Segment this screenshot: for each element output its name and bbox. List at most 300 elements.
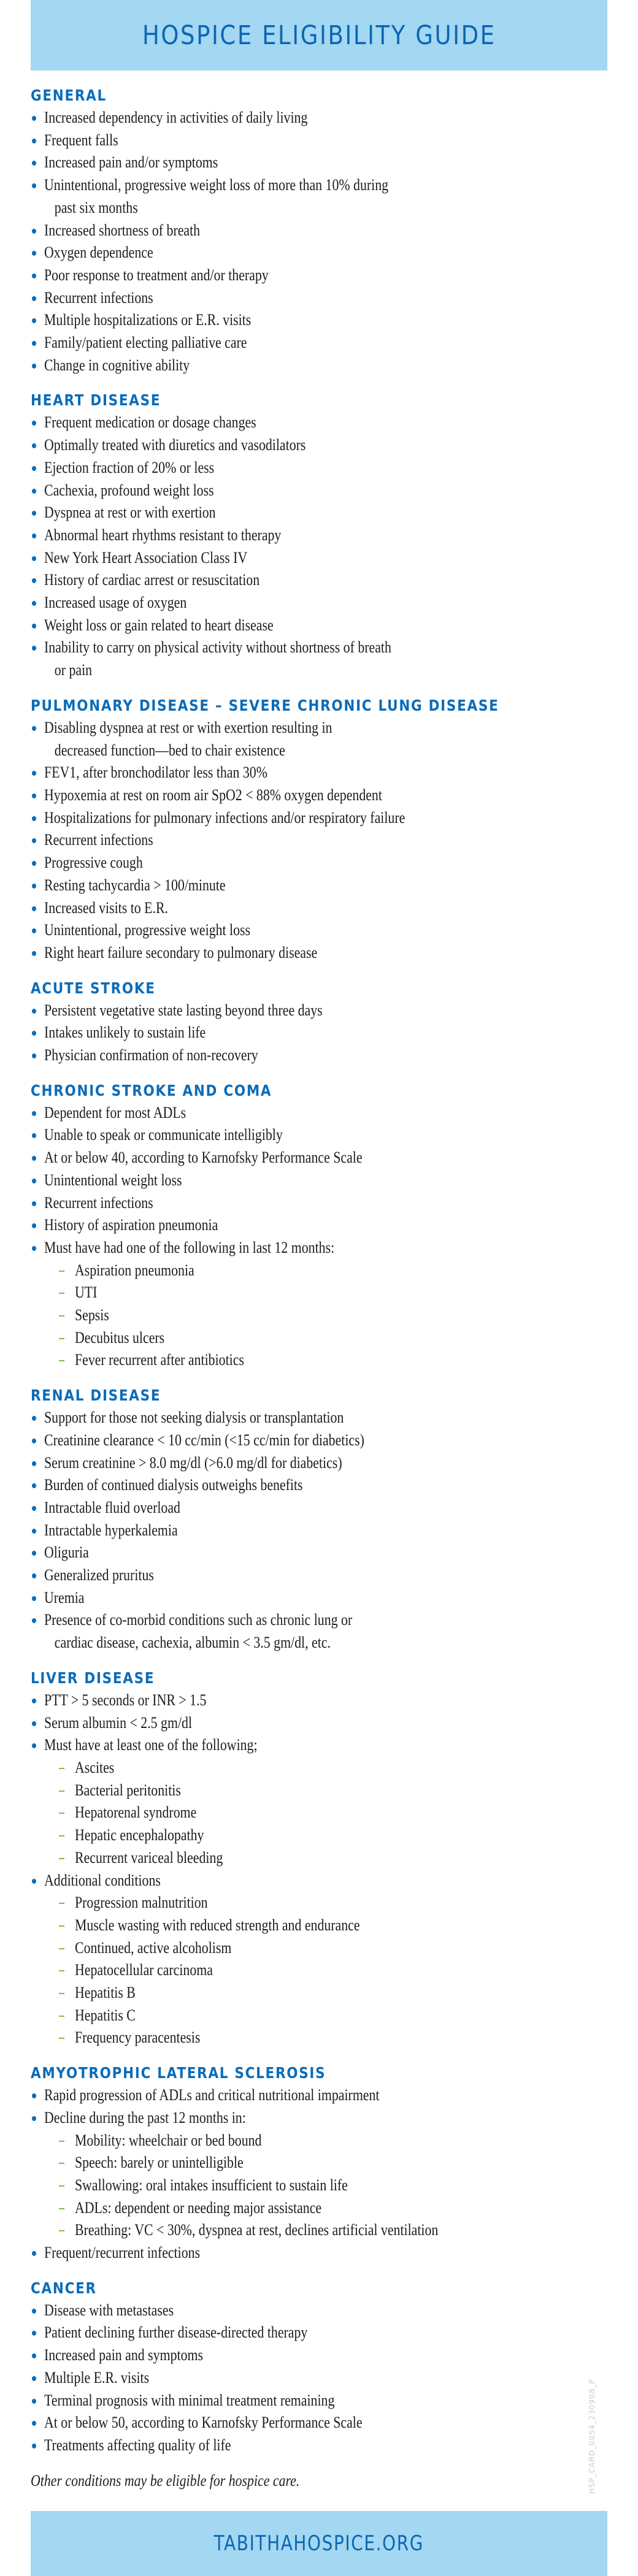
sub-list-item	[31, 1304, 607, 1327]
section-renal-disease	[31, 1385, 607, 1654]
sub-list-item-text: Ascites	[75, 1759, 115, 1776]
list-item-text: Rapid progression of ADLs and critical nutritional impairment	[44, 2086, 380, 2104]
bullet-icon	[32, 489, 36, 494]
dash-icon	[59, 1925, 64, 1927]
list-item-text: Frequent falls	[44, 131, 118, 149]
sub-list-item	[31, 1802, 607, 1824]
list-item-text: Support for those not seeking dialysis or transplantation	[44, 1408, 344, 1427]
sub-list-item	[31, 2152, 607, 2174]
section-pulmonary-disease-severe-chronic-lung-disease	[31, 695, 607, 965]
bullet-icon	[32, 251, 36, 256]
list-item-text: Uremia	[44, 1588, 85, 1607]
list-item-text: Increased shortness of breath	[44, 221, 201, 239]
list-item-text: Additional conditions	[44, 1871, 161, 1889]
list-item	[31, 2322, 607, 2344]
sub-list-item	[31, 1914, 607, 1937]
sub-list-item	[31, 2197, 607, 2220]
list-item	[31, 264, 607, 287]
bullet-icon	[32, 1551, 36, 1556]
sub-list-item	[31, 2005, 607, 2027]
list-item-text: Recurrent infections	[44, 288, 153, 307]
list-item	[31, 1237, 607, 1259]
list-item	[31, 1022, 607, 1044]
list-item-text: History of cardiac arrest or resuscitation	[44, 571, 260, 589]
list-item	[31, 1734, 607, 1757]
sub-list-item	[31, 1847, 607, 1870]
list-item	[31, 1214, 607, 1237]
list-item	[31, 897, 607, 920]
sub-list-item	[31, 1959, 607, 1982]
list-item-text: Multiple hospitalizations or E.R. visits	[44, 311, 252, 329]
list-item-text: Optimally treated with diuretics and vasodilators	[44, 436, 306, 454]
bullet-icon	[32, 1596, 36, 1601]
list-item	[31, 1609, 607, 1654]
sub-list-item	[31, 2174, 607, 2197]
sub-list-item-text: Hepatocellular carcinoma	[75, 1961, 213, 1979]
list-item	[31, 1689, 607, 1712]
sub-list-item-text: Aspiration pneumonia	[75, 1261, 194, 1279]
list-item	[31, 1519, 607, 1542]
list-item-text: Increased dependency in activities of daily living	[44, 109, 308, 126]
criteria-list	[31, 717, 607, 965]
list-item	[31, 129, 607, 152]
bullet-icon	[32, 578, 36, 583]
list-item	[31, 547, 607, 570]
bullet-icon	[32, 229, 36, 234]
criteria-list	[31, 411, 607, 681]
list-item-text: Increased visits to E.R.	[44, 898, 168, 917]
criteria-list	[31, 999, 607, 1067]
sub-list-item-text: Mobility: wheelchair or bed bound	[75, 2131, 262, 2149]
bullet-icon	[32, 1483, 36, 1488]
bullet-icon	[32, 2116, 36, 2121]
list-item	[31, 1044, 607, 1067]
sub-list-item-text: Continued, active alcoholism	[75, 1938, 232, 1957]
list-item	[31, 1147, 607, 1169]
list-item	[31, 242, 607, 264]
list-item-text: FEV1, after bronchodilator less than 30%	[44, 763, 267, 782]
list-item	[31, 1542, 607, 1564]
sub-list-item	[31, 2219, 607, 2242]
bullet-icon	[32, 726, 36, 731]
list-item	[31, 2107, 607, 2130]
section-heading: PULMONARY DISEASE – SEVERE CHRONIC LUNG DISEASE	[31, 696, 499, 714]
list-item-text: Terminal prognosis with minimal treatment remaining	[44, 2391, 335, 2409]
bullet-icon	[32, 1618, 36, 1623]
list-item	[31, 829, 607, 852]
list-item-text: Intakes unlikely to sustain life	[44, 1023, 206, 1042]
dash-icon	[59, 1993, 64, 1994]
bullet-icon	[32, 906, 36, 911]
dash-icon	[59, 1338, 64, 1339]
bullet-icon	[32, 1573, 36, 1578]
list-item-text: Increased pain and symptoms	[44, 2346, 203, 2364]
section-liver-disease	[31, 1667, 607, 2049]
sub-list-item-text: Swallowing: oral intakes insufficient to sustain life	[75, 2176, 348, 2194]
dash-icon	[59, 1970, 64, 1971]
bullet-icon	[32, 116, 36, 121]
bullet-icon	[32, 139, 36, 143]
bullet-icon	[32, 951, 36, 956]
list-item-text: Cachexia, profound weight loss	[44, 481, 214, 499]
list-item	[31, 1497, 607, 1519]
sub-list-item-text: Breathing: VC < 30%, dyspnea at rest, declines artificial ventilation	[75, 2221, 439, 2239]
list-item	[31, 1169, 607, 1192]
list-item-continuation: past six months	[54, 198, 138, 216]
list-item	[31, 457, 607, 480]
bullet-icon	[32, 1416, 36, 1421]
bullet-icon	[32, 296, 36, 301]
list-item-text: Generalized pruritus	[44, 1566, 154, 1584]
list-item-text: Must have had one of the following in last 12 months:	[44, 1238, 335, 1256]
bullet-icon	[32, 1439, 36, 1443]
dash-icon	[59, 1835, 64, 1836]
list-item-text: At or below 40, according to Karnofsky Performance Scale	[44, 1148, 363, 1167]
bullet-icon	[32, 1053, 36, 1058]
list-item	[31, 2390, 607, 2412]
bullet-icon	[32, 1133, 36, 1138]
bullet-icon	[32, 1179, 36, 1183]
list-item-text: Presence of co-morbid conditions such as chronic lung or	[44, 1611, 353, 1629]
sub-list-item-text: UTI	[75, 1283, 98, 1302]
list-item-text: Serum creatinine > 8.0 mg/dl (>6.0 mg/dl for diabetics)	[44, 1453, 342, 1472]
sub-list-item-text: Progression malnutrition	[75, 1894, 208, 1912]
list-item-text: Recurrent infections	[44, 1193, 153, 1212]
sub-list-item	[31, 2130, 607, 2152]
sub-list-item	[31, 2027, 607, 2049]
list-item	[31, 762, 607, 784]
bullet-icon	[32, 1031, 36, 1036]
criteria-list	[31, 1407, 607, 1654]
criteria-list	[31, 1102, 607, 1372]
bullet-icon	[32, 2093, 36, 2098]
list-item	[31, 569, 607, 592]
list-item-text: Inability to carry on physical activity without shortness of breath	[44, 638, 391, 657]
list-item-text: PTT > 5 seconds or INR > 1.5	[44, 1691, 207, 1709]
sub-list-item-text: Hepatic encephalopathy	[75, 1826, 204, 1844]
sub-list-item	[31, 1892, 607, 1914]
list-item-text: Change in cognitive ability	[44, 356, 190, 374]
list-item-text: Unintentional weight loss	[44, 1171, 182, 1189]
list-item-text: Progressive cough	[44, 854, 143, 872]
sub-list-item	[31, 1327, 607, 1350]
list-item-text: Intractable fluid overload	[44, 1498, 180, 1516]
list-item	[31, 2434, 607, 2457]
bullet-icon	[32, 364, 36, 369]
bullet-icon	[32, 533, 36, 538]
section-general	[31, 85, 607, 376]
bullet-icon	[32, 861, 36, 866]
bullet-icon	[32, 2251, 36, 2256]
bullet-icon	[32, 421, 36, 426]
list-item	[31, 1407, 607, 1429]
list-item	[31, 1429, 607, 1452]
list-item	[31, 411, 607, 434]
list-item	[31, 354, 607, 377]
list-item-text: Dependent for most ADLs	[44, 1103, 186, 1122]
bullet-icon	[32, 443, 36, 448]
sub-list-item	[31, 1982, 607, 2005]
sub-list-item-text: Fever recurrent after antibiotics	[75, 1351, 244, 1369]
bullet-icon	[32, 1506, 36, 1511]
section-heading: AMYOTROPHIC LATERAL SCLEROSIS	[31, 2064, 326, 2082]
dash-icon	[59, 2038, 64, 2039]
dash-icon	[59, 1768, 64, 1769]
list-item-text: Intractable hyperkalemia	[44, 1521, 178, 1539]
bullet-icon	[32, 1461, 36, 1466]
list-item-text: Disabling dyspnea at rest or with exertion resulting in	[44, 718, 332, 736]
section-acute-stroke	[31, 977, 607, 1067]
list-item	[31, 309, 607, 332]
bullet-icon	[32, 1529, 36, 1534]
list-item	[31, 1587, 607, 1610]
footer-band	[31, 2511, 607, 2576]
bullet-icon	[32, 273, 36, 278]
bullet-icon	[32, 2353, 36, 2358]
list-item	[31, 592, 607, 614]
bullet-icon	[32, 511, 36, 516]
list-item-text: Unintentional, progressive weight loss	[44, 921, 251, 939]
guide-content	[31, 85, 607, 2492]
sub-list-item-text: Bacterial peritonitis	[75, 1781, 181, 1799]
section-heart-disease	[31, 389, 607, 681]
dash-icon	[59, 1315, 64, 1317]
sub-list-item	[31, 1824, 607, 1847]
list-item-text: Frequent/recurrent infections	[44, 2244, 201, 2262]
bullet-icon	[32, 928, 36, 933]
list-item-text: Disease with metastases	[44, 2301, 174, 2319]
sub-list-item	[31, 1282, 607, 1304]
bullet-icon	[32, 884, 36, 889]
bullet-icon	[32, 1699, 36, 1703]
eligibility-note: Other conditions may be eligible for hospice care.	[31, 2471, 300, 2490]
website-link[interactable]: TABITHAHOSPICE.ORG	[213, 2531, 425, 2556]
list-item-text: Ejection fraction of 20% or less	[44, 458, 215, 476]
list-item	[31, 1870, 607, 1892]
section-cancer	[31, 2277, 607, 2457]
bullet-icon	[32, 838, 36, 843]
list-item	[31, 434, 607, 457]
section-heading: RENAL DISEASE	[31, 1386, 161, 1405]
list-item	[31, 151, 607, 174]
list-item	[31, 919, 607, 942]
list-item-text: Increased pain and/or symptoms	[44, 153, 218, 172]
bullet-icon	[32, 646, 36, 651]
list-item	[31, 287, 607, 310]
list-item-continuation: or pain	[54, 661, 93, 679]
section-heading: LIVER DISEASE	[31, 1668, 155, 1687]
dash-icon	[59, 1948, 64, 1949]
list-item-text: Right heart failure secondary to pulmonary disease	[44, 943, 318, 961]
list-item-text: Recurrent infections	[44, 831, 153, 849]
bullet-icon	[32, 624, 36, 629]
sub-list-item-text: Speech: barely or unintelligible	[75, 2154, 244, 2172]
sub-list-item-text: Hepatorenal syndrome	[75, 1803, 197, 1822]
section-chronic-stroke-and-coma	[31, 1080, 607, 1372]
list-item-text: Patient declining further disease-directed therapy	[44, 2323, 308, 2342]
section-heading: GENERAL	[31, 86, 107, 104]
sub-list-item-text: Hepatitis B	[75, 1984, 136, 2002]
list-item-text: New York Heart Association Class IV	[44, 548, 248, 567]
bullet-icon	[32, 793, 36, 798]
criteria-list	[31, 107, 607, 376]
bullet-icon	[32, 1111, 36, 1116]
list-item-text: Must have at least one of the following;	[44, 1736, 258, 1754]
list-item-text: Hypoxemia at rest on room air SpO2 < 88% oxygen dependent	[44, 785, 382, 804]
list-item	[31, 2242, 607, 2265]
section-heading: ACUTE STROKE	[31, 979, 156, 997]
bullet-icon	[32, 1009, 36, 1014]
sub-list-item-text: ADLs: dependent or needing major assistance	[75, 2198, 322, 2217]
bullet-icon	[32, 1721, 36, 1726]
dash-icon	[59, 1293, 64, 1294]
list-item	[31, 480, 607, 502]
list-item-text: Hospitalizations for pulmonary infections and/or respiratory failure	[44, 808, 405, 827]
sub-list-item-text: Muscle wasting with reduced strength and endurance	[75, 1916, 360, 1934]
bullet-icon	[32, 1201, 36, 1206]
list-item-text: Dyspnea at rest or with exertion	[44, 503, 216, 522]
dash-icon	[59, 2185, 64, 2187]
bullet-icon	[32, 816, 36, 821]
list-item	[31, 2084, 607, 2107]
list-item	[31, 999, 607, 1022]
sub-list-item	[31, 1937, 607, 1960]
dash-icon	[59, 1791, 64, 1792]
list-item	[31, 784, 607, 807]
criteria-list	[31, 1689, 607, 2049]
list-item-text: Oliguria	[44, 1543, 89, 1562]
list-item	[31, 717, 607, 762]
bullet-icon	[32, 2421, 36, 2426]
list-item	[31, 107, 607, 129]
sub-list-item	[31, 1779, 607, 1802]
dash-icon	[59, 2141, 64, 2142]
list-item-text: Treatments affecting quality of life	[44, 2436, 231, 2454]
dash-icon	[59, 1903, 64, 1904]
list-item-text: Weight loss or gain related to heart disease	[44, 616, 274, 634]
list-item-text: At or below 50, according to Karnofsky Performance Scale	[44, 2414, 363, 2432]
list-item	[31, 874, 607, 897]
list-item-continuation: cardiac disease, cachexia, albumin < 3.5 gm/dl, etc.	[54, 1634, 331, 1652]
bullet-icon	[32, 2331, 36, 2336]
bullet-icon	[32, 771, 36, 776]
list-item	[31, 852, 607, 874]
list-item	[31, 1192, 607, 1215]
list-item	[31, 807, 607, 830]
list-item-continuation: decreased function—bed to chair existence	[54, 741, 285, 759]
criteria-list	[31, 2299, 607, 2457]
bullet-icon	[32, 161, 36, 166]
section-heading: CHRONIC STROKE AND COMA	[31, 1081, 272, 1099]
bullet-icon	[32, 2376, 36, 2381]
list-item	[31, 636, 607, 681]
list-item-text: Oxygen dependence	[44, 243, 153, 262]
bullet-icon	[32, 2444, 36, 2448]
list-item-text: Resting tachycardia > 100/minute	[44, 876, 226, 894]
list-item	[31, 1564, 607, 1587]
list-item-text: Burden of continued dialysis outweighs benefits	[44, 1476, 303, 1494]
dash-icon	[59, 1813, 64, 1814]
list-item	[31, 2299, 607, 2322]
bullet-icon	[32, 1246, 36, 1251]
sub-list-item-text: Hepatitis C	[75, 2006, 136, 2024]
list-item	[31, 502, 607, 524]
list-item-text: Persistent vegetative state lasting beyond three days	[44, 1001, 323, 1019]
list-item-text: Family/patient electing palliative care	[44, 334, 247, 352]
list-item	[31, 524, 607, 547]
list-item-text: Unintentional, progressive weight loss of more than 10% during	[44, 176, 389, 194]
list-item	[31, 942, 607, 965]
dash-icon	[59, 2163, 64, 2164]
list-item	[31, 174, 607, 219]
dash-icon	[59, 2230, 64, 2231]
bullet-icon	[32, 466, 36, 471]
bullet-icon	[32, 341, 36, 346]
list-item-text: Abnormal heart rhythms resistant to therapy	[44, 526, 282, 544]
sub-list-item-text: Decubitus ulcers	[75, 1328, 165, 1347]
list-item	[31, 2412, 607, 2434]
sub-list-item	[31, 1349, 607, 1372]
list-item	[31, 332, 607, 354]
list-item-text: Frequent medication or dosage changes	[44, 413, 256, 432]
list-item-text: Unable to speak or communicate intelligibly	[44, 1126, 283, 1144]
sub-list-item	[31, 1757, 607, 1779]
sub-list-item	[31, 1259, 607, 1282]
list-item-text: Increased usage of oxygen	[44, 594, 187, 612]
bullet-icon	[32, 556, 36, 561]
bullet-icon	[32, 2309, 36, 2314]
list-item	[31, 2344, 607, 2367]
dash-icon	[59, 2208, 64, 2209]
dash-icon	[59, 1271, 64, 1272]
bullet-icon	[32, 1743, 36, 1748]
list-item	[31, 1102, 607, 1125]
list-item	[31, 1452, 607, 1475]
bullet-icon	[32, 183, 36, 188]
list-item	[31, 2367, 607, 2390]
list-item-text: Creatinine clearance < 10 cc/min (<15 cc/min for diabetics)	[44, 1431, 364, 1449]
list-item	[31, 1474, 607, 1497]
sub-list-item-text: Sepsis	[75, 1306, 109, 1324]
list-item-text: Poor response to treatment and/or therapy	[44, 266, 269, 284]
bullet-icon	[32, 1223, 36, 1228]
list-item	[31, 220, 607, 242]
document-code: HSP_CARD_0054_230908_P	[588, 2379, 596, 2494]
section-heading: HEART DISEASE	[31, 391, 161, 410]
list-item-text: History of aspiration pneumonia	[44, 1216, 218, 1234]
bullet-icon	[32, 318, 36, 323]
criteria-list	[31, 2084, 607, 2265]
list-item-text: Decline during the past 12 months in:	[44, 2108, 246, 2127]
list-item-text: Serum albumin < 2.5 gm/dl	[44, 1713, 193, 1732]
list-item	[31, 614, 607, 637]
dash-icon	[59, 1360, 64, 1361]
list-item	[31, 1712, 607, 1735]
dash-icon	[59, 1858, 64, 1859]
header-band	[31, 0, 607, 71]
bullet-icon	[32, 2399, 36, 2404]
list-item-text: Physician confirmation of non-recovery	[44, 1046, 258, 1064]
sub-list-item-text: Recurrent variceal bleeding	[75, 1848, 223, 1867]
section-heading: CANCER	[31, 2279, 97, 2297]
bullet-icon	[32, 1156, 36, 1161]
sub-list-item-text: Frequency paracentesis	[75, 2028, 201, 2047]
list-item	[31, 1124, 607, 1147]
section-amyotrophic-lateral-sclerosis	[31, 2062, 607, 2265]
list-item-text: Multiple E.R. visits	[44, 2368, 150, 2387]
page-title: HOSPICE ELIGIBILITY GUIDE	[142, 20, 496, 51]
bullet-icon	[32, 601, 36, 606]
